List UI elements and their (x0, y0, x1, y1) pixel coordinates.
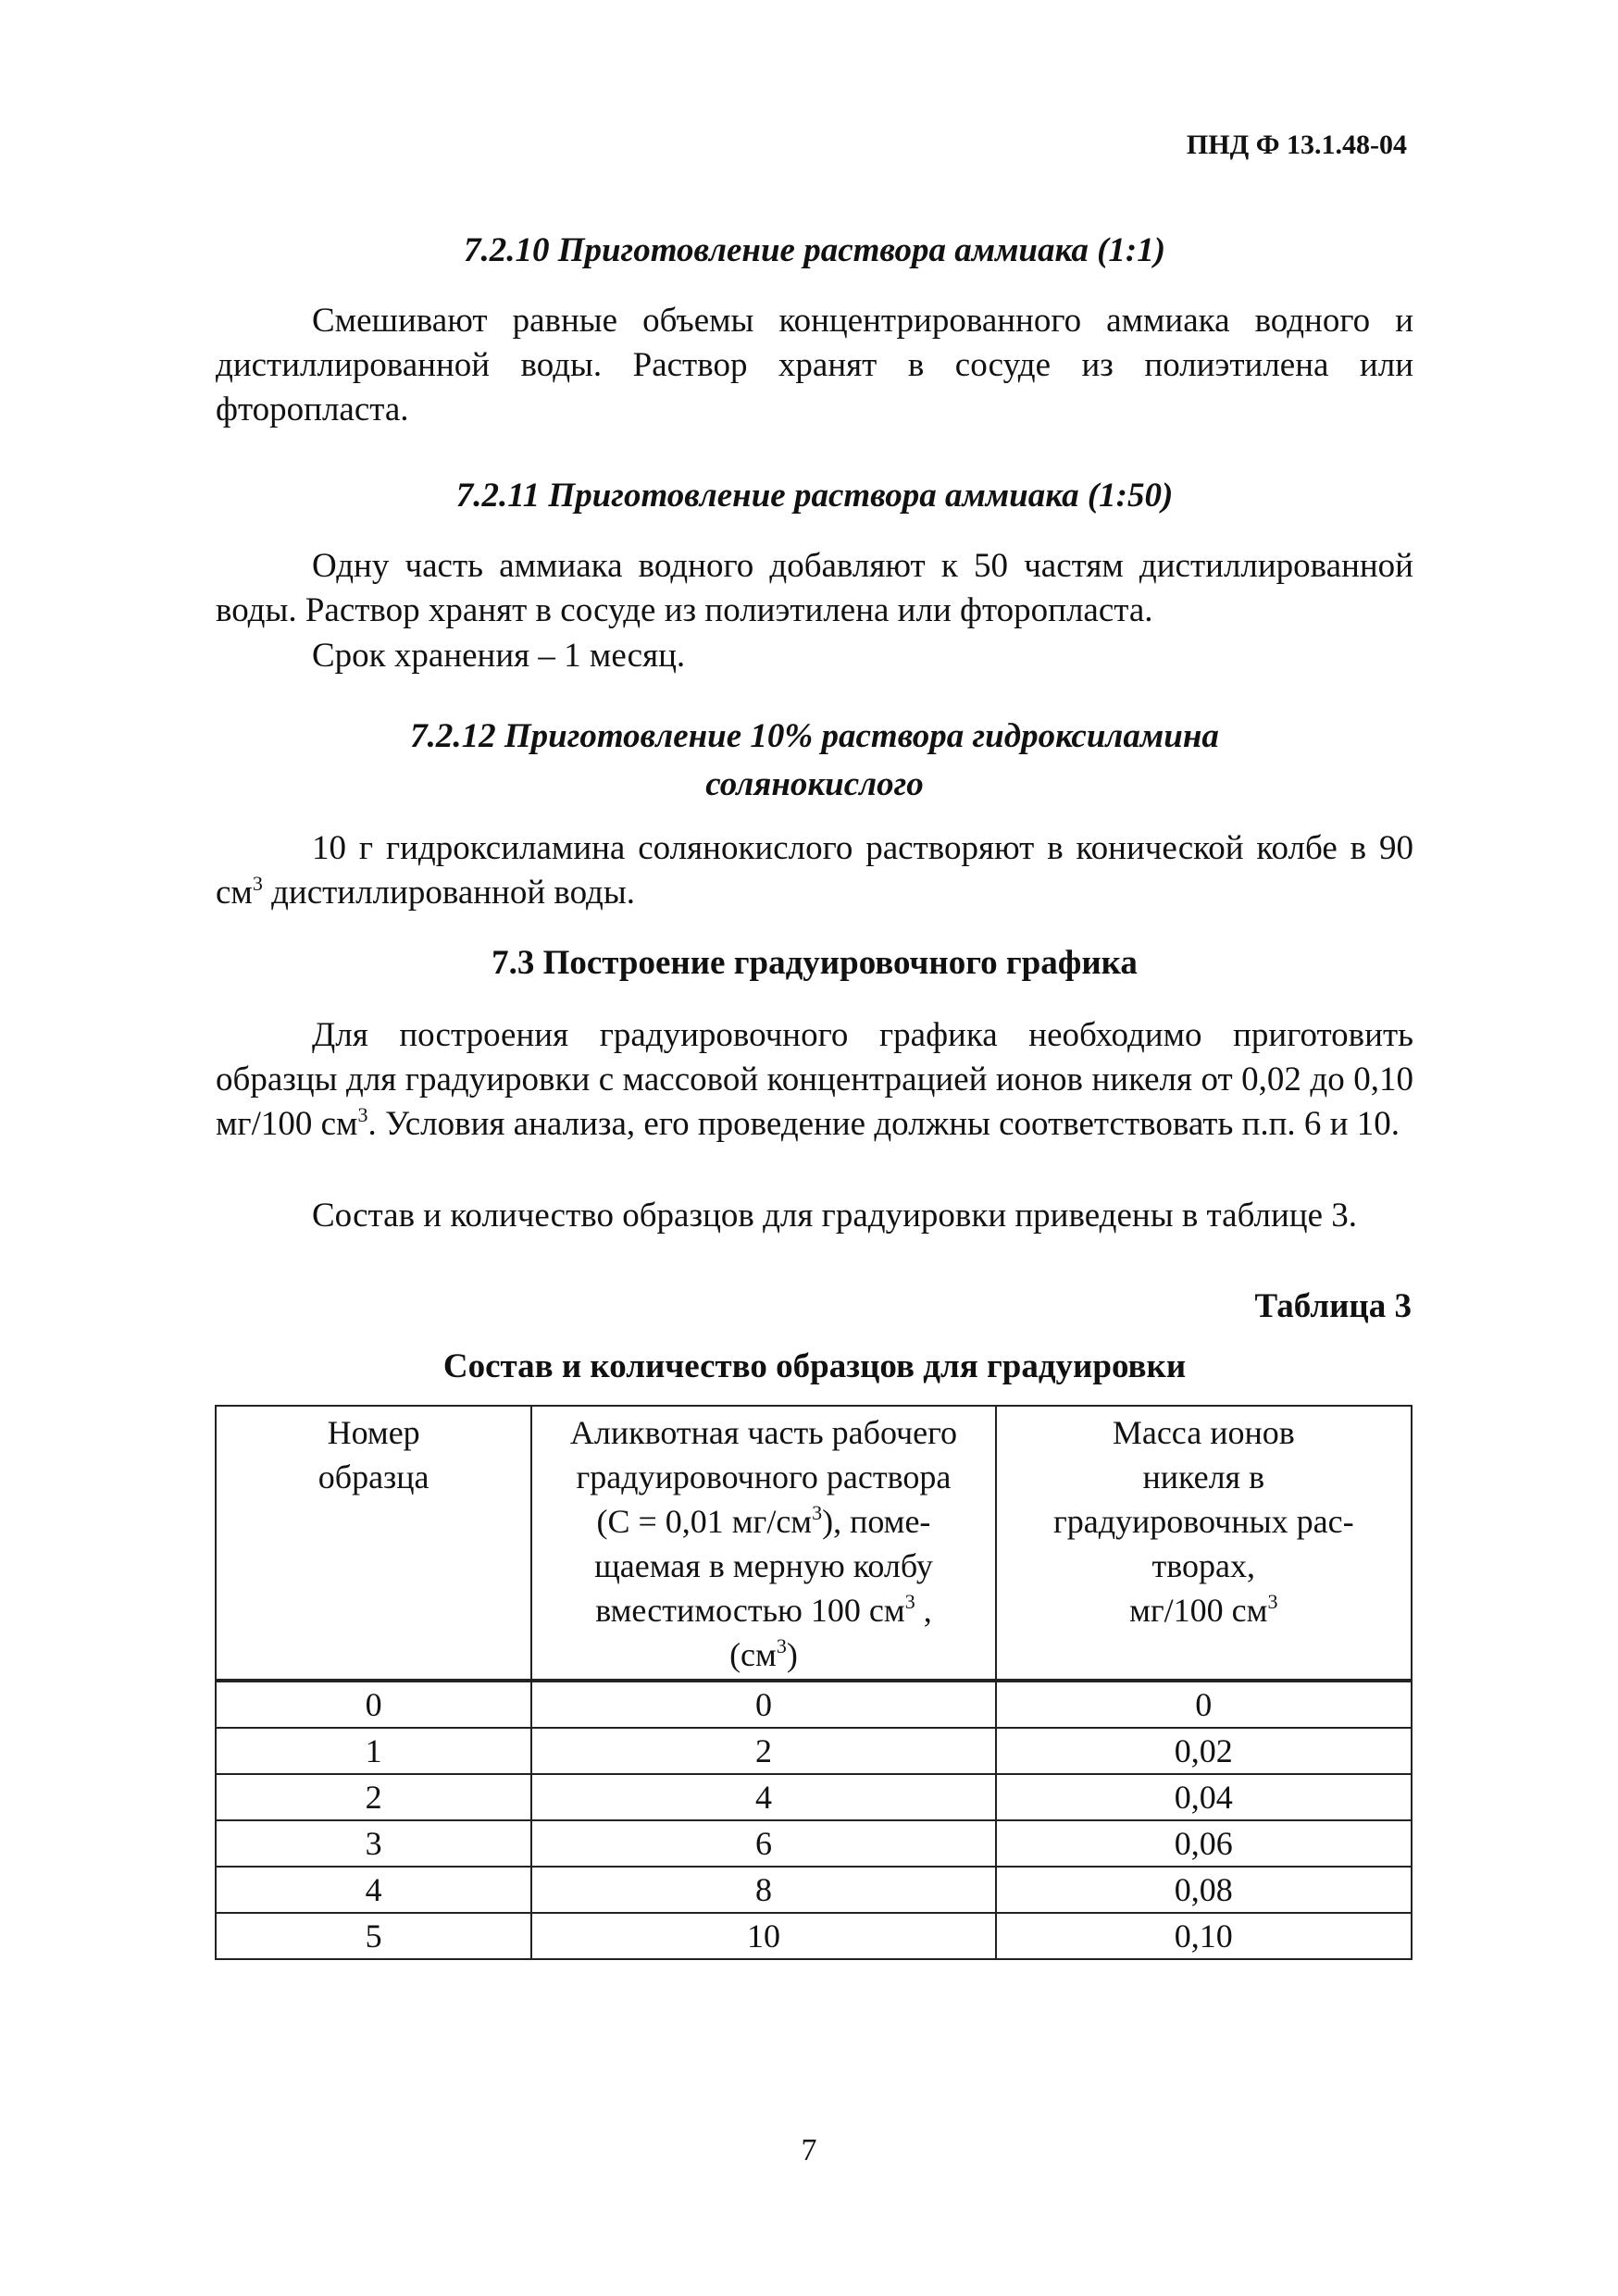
table-row (216, 1774, 1412, 1820)
table-title: Состав и количество образцов для градуировки (442, 1347, 1187, 1385)
cell-mass: 0,06 (996, 1820, 1412, 1867)
paragraph-7-2-12-text: 10 г гидроксиламина солянокислого растворяют в конической колбе в 90 см (216, 829, 1413, 912)
paragraph-7-2-10: Смешивают равные объемы концентрированного аммиака водного и дистиллированной воды. Раствор хранят в сосуде из полиэтилена или фторопласта. (216, 302, 1413, 428)
calibration-table (215, 1405, 1413, 1960)
cell-sample: 5 (216, 1913, 531, 1959)
header-nickel-mass: Масса ионов никеля в градуировочных рас- творах, мг/100 $см^3$ (996, 1406, 1412, 1681)
header-sample-number: Номер образца (216, 1406, 531, 1681)
cell-aliquot: 10 (531, 1913, 995, 1959)
table-row (216, 1681, 1412, 1728)
table-header-row (216, 1406, 1412, 1681)
cell-mass: 0,04 (996, 1774, 1412, 1820)
heading-7-3: 7.3 Построение градуировочного графика (492, 944, 1138, 982)
document-code: ПНД Ф 13.1.48-04 (1186, 130, 1407, 160)
superscript-3: 3 (357, 1103, 368, 1126)
cell-mass: 0,02 (996, 1728, 1412, 1774)
table-row (216, 1913, 1412, 1959)
paragraph-7-2-12-tail: дистиллированной воды. (262, 874, 635, 912)
superscript-3: 3 (252, 872, 263, 895)
cell-mass: 0 (996, 1681, 1412, 1728)
heading-7-2-10: 7.2.10 Приготовление раствора аммиака (1:1) (463, 231, 1166, 269)
cell-sample: 0 (216, 1681, 531, 1728)
paragraph-7-3-2: Состав и количество образцов для градуировки приведены в таблице 3. (312, 1197, 1357, 1235)
storage-term: Срок хранения – 1 месяц. (312, 637, 686, 675)
paragraph-7-3-1-text: Для построения градуировочного графика необходимо приготовить образцы для градуировки с массовой концентрацией ионов никеля от 0,02 до 0,10 мг/100 см (216, 1016, 1413, 1143)
page-number: 7 (801, 2133, 817, 2167)
paragraph-7-2-12 (216, 826, 1413, 915)
cell-aliquot: 8 (531, 1867, 995, 1913)
cell-aliquot: 6 (531, 1820, 995, 1867)
cell-sample: 4 (216, 1867, 531, 1913)
cell-aliquot: 4 (531, 1774, 995, 1820)
cell-sample: 1 (216, 1728, 531, 1774)
table-row (216, 1728, 1412, 1774)
heading-7-2-12-line1: 7.2.12 Приготовление 10% раствора гидроксиламина (410, 717, 1219, 755)
table-row (216, 1867, 1412, 1913)
cell-mass: 0,08 (996, 1867, 1412, 1913)
paragraph-7-2-11: Одну часть аммиака водного добавляют к 50 частям дистиллированной воды. Раствор хранят в сосуде из полиэтилена или фторопласта. (216, 547, 1413, 629)
cell-aliquot: 0 (531, 1681, 995, 1728)
cell-sample: 3 (216, 1820, 531, 1867)
cell-aliquot: 2 (531, 1728, 995, 1774)
cell-mass: 0,10 (996, 1913, 1412, 1959)
cell-sample: 2 (216, 1774, 531, 1820)
table-row (216, 1820, 1412, 1867)
heading-7-2-12-line2: солянокислого (705, 765, 924, 803)
heading-7-2-11: 7.2.11 Приготовление раствора аммиака (1:50) (455, 477, 1174, 515)
paragraph-7-3-1 (216, 1013, 1413, 1147)
header-aliquot: Аликвотная часть рабочего градуировочного раствора (С = 0,01 $мг/см^3$), поме- щаемая в мерную колбу вместимостью 100 $см^3$ , $(см^3)$ (531, 1406, 995, 1681)
paragraph-7-3-1-tail: . Условия анализа, его проведение должны соответствовать п.п. 6 и 10. (367, 1105, 1400, 1143)
table-label: Таблица 3 (1254, 1287, 1412, 1325)
